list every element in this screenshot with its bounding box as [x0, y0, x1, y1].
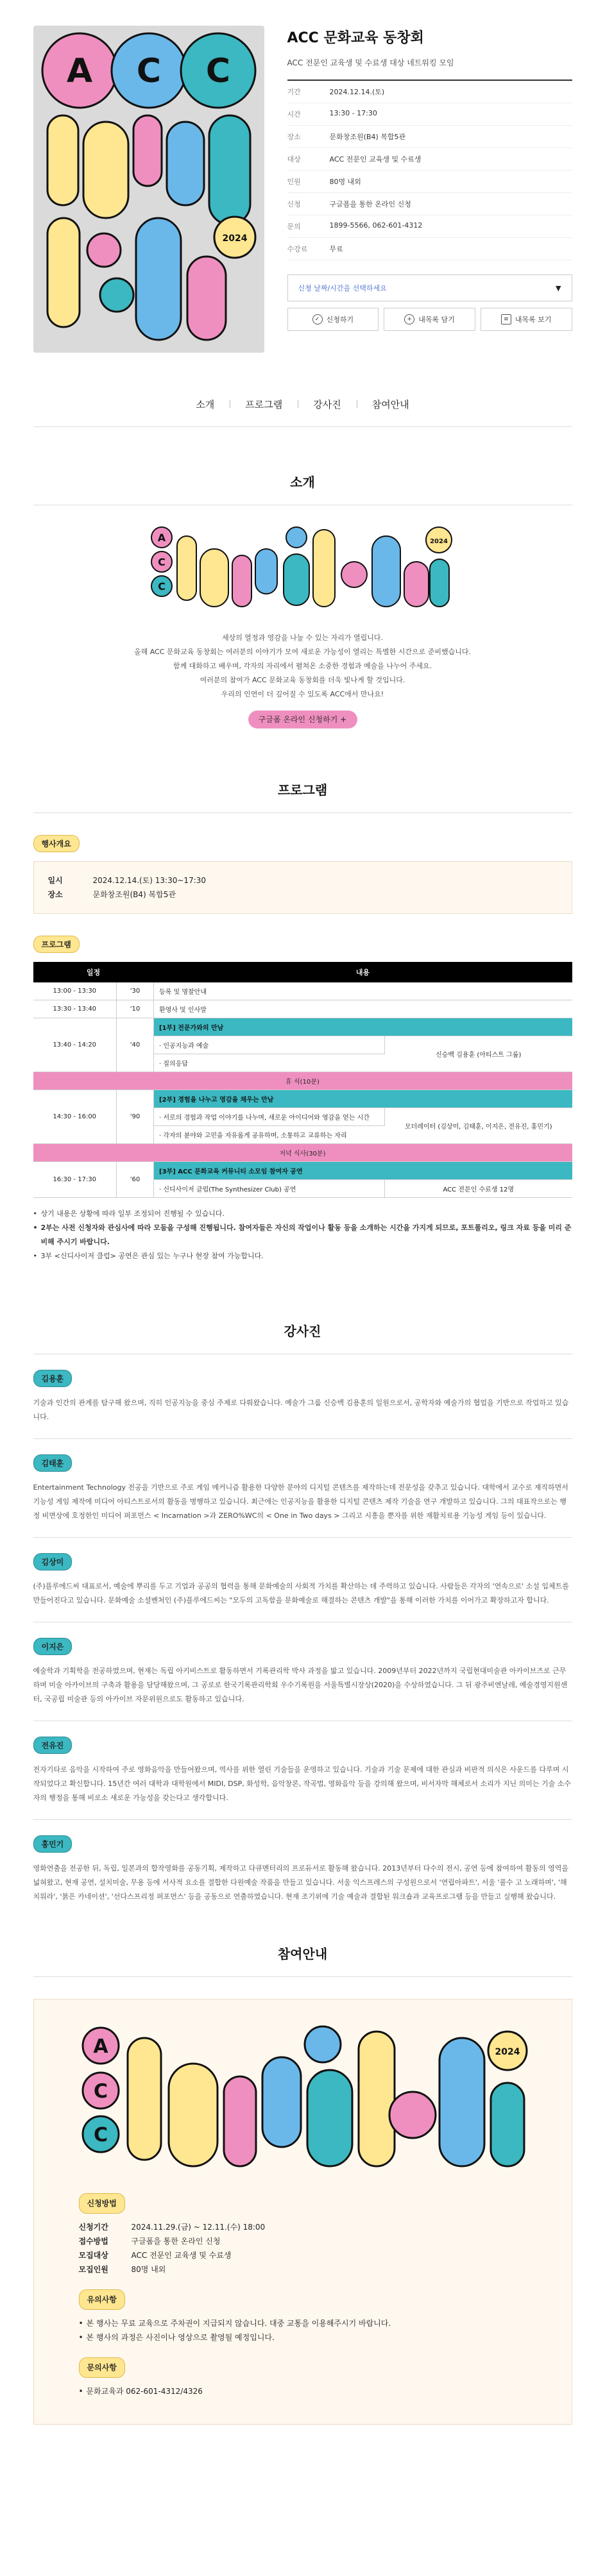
overview-label: 행사개요: [33, 835, 80, 852]
speaker-card: 홍민기 영화연출을 전공한 뒤, 독립, 일본과의 합작영화를 공동기획, 제작하고 다큐멘터리의 프로듀서로 활동해 왔습니다. 2013년부터 다수의 전시, 공연 등에 참여하여 활동의 영역을 넓혀왔고, 현재 공연, 설치미술, 무용 등에 서사적 요소를 결합한 다원예술 작품을 만들고 있습니다. 서울 익스프레스의 구성원으로서 '연립아파트', 서울 '풀수 고 노래하며', '해치워라', '붉은 카네이션', '선다스프리정 퍼포먼스' 등을 공동으로 연출하였습니다. 현재 조기위에 기술 예술과 결합된 워크숍과 교육프로그램 등을 만들고 실행해 왔습니다.: [33, 1820, 572, 1918]
participation-letter-a: A: [92, 2035, 108, 2058]
tab-participation[interactable]: 참여안내: [357, 398, 425, 411]
event-header: [33, 0, 572, 353]
apply-button[interactable]: ✓ 신청하기: [287, 308, 379, 331]
poster-letter-a: A: [66, 52, 92, 90]
event-subtitle: ACC 전문인 교육생 및 수료생 대상 네트워킹 모임: [287, 58, 454, 67]
meta-apply: 신청 구글폼을 통한 온라인 신청: [287, 193, 572, 215]
meta-contact: 문의 1899-5566, 062-601-4312: [287, 215, 572, 238]
poster-year: 2024: [222, 233, 247, 244]
participation-box: [33, 1999, 572, 2425]
tab-intro[interactable]: 소개: [196, 399, 215, 410]
schedule-table: 일정 내용 13:00 - 13:30 '30 등록 및 명찰안내 13:30 - 13:40 '10 환영사 및 인사말 13:40 - 14:20 '40 [1부] 전문가와의 만남 · 인공지능과 예술 신승백 김용훈 (아티스트 그룹) · 질의응답 휴 식(10분) 14:30 - 16:00 '90 [2부] 경험을 나누고 영감을 채우는 만남 · 서로의 경험과 작업 이야기를 나누며, 새로운 아이디어와 영감을 얻는 시간 모더레이터 (김상미, 김태훈, 이지은, 전유진, 홍민기) · 각자의 분야와 고민을 자유롭게 공유하며, 소통하고 교류하는 자리 저녁 식사(30분) 16:30 - 17:30 '60 [3부] ACC 문화교육 커뮤니티 소모임 참여자 공연 · 신디사이저 클럽(The Synthesizer Club) 공연 ACC 전문인 수료생 12명: [33, 962, 572, 1198]
table-row: 13:40 - 14:20 '40 [1부] 전문가와의 만남: [33, 1018, 572, 1036]
poster-letter-c1: C: [136, 52, 161, 90]
plus-icon: +: [404, 314, 414, 324]
participation-section: [33, 1944, 572, 2425]
break-row: 휴 식(10분): [33, 1072, 572, 1090]
poster-letter-c2: C: [205, 52, 230, 90]
schedule-header-content: 내용: [154, 962, 572, 982]
select-placeholder: 신청 날짜/시간을 선택하세요: [298, 284, 387, 292]
mylist-button[interactable]: ≡ 내목록 보기: [481, 308, 572, 331]
table-row: 13:00 - 13:30 '30 등록 및 명찰안내: [33, 982, 572, 1000]
schedule-header-time: 일정: [33, 962, 154, 982]
wishlist-button[interactable]: + 내목록 담기: [384, 308, 475, 331]
speaker-card: 김태훈 Entertainment Technology 전공을 기반으로 주로 게임 메커니즘 활용한 다양한 분야의 디지털 콘텐츠를 제작하는데 전문성을 갖추고 있습니다. 대학에서 교수로 재직하면서 기능성 게임 제작에 미디어 아티스트로서의 활동을 병행하고 있습니다. 최근에는 인공지능을 활용한 디지털 콘텐츠 제작 기술을 연구 개발하고 있습니다. 그의 대표작으로는 행정 비면상에 호정한인 미디어 퍼포먼스 < Incarnation >과 ZERO%WC의 < One in Two days > 그리고 시흥을 뿐자를 위한 재활치료용 기능성 게임 등이 있습니다.: [33, 1439, 572, 1538]
intro-art: [149, 523, 457, 613]
event-poster: [33, 26, 264, 353]
intro-letter-a: A: [157, 532, 166, 544]
schedule-label: 프로그램: [33, 936, 80, 953]
event-title: ACC 문화교육 동창회: [287, 30, 424, 46]
intro-title: 소개: [290, 475, 315, 490]
check-icon: ✓: [312, 314, 323, 324]
speakers-section: [33, 1321, 572, 1918]
program-title: 프로그램: [277, 782, 328, 798]
event-info: [287, 26, 572, 353]
meta-time: 시간 13:30 - 17:30: [287, 103, 572, 126]
participation-letter-c2: C: [93, 2124, 108, 2146]
program-notes: • 상기 내용은 상황에 따라 일부 조정되어 진행될 수 있습니다. • 2부는 사전 신청자와 관심사에 따라 모둠을 구성해 진행됩니다. 참여자들은 자신의 작업이나 활동 등을 소개하는 시간을 가지게 되므로, 포트폴리오, 링크 자료 등을 미리 준비해 주시기 바랍니다. • 3부 <신디사이저 클럽> 공연은 관심 있는 누구나 현장 참여 가능합니다.: [33, 1207, 572, 1263]
intro-year: 2024: [429, 538, 448, 545]
caret-down-icon: ▼: [556, 283, 561, 292]
meta-fee: 수강료 무료: [287, 238, 572, 260]
program-section: [33, 780, 572, 1263]
speaker-card: 이지은 예술학과 기획학을 전공하였으며, 현재는 독립 아키비스트로 활동하면서 기록관리학 박사 과정을 밟고 있습니다. 2009년부터 2022년까지 국립현대미술관 아카이브즈로 근무하며 미술 아카이브의 구축과 활용을 담당해왔으며, 그 공로로 한국기록관리학회 우수기록원을 서울특별시장상(2020)을 수상하였습니다. 그 뒤 광주비엔날레, 예술경영지원센터, 국공립 미술관 등의 아카이브 자문위원으로도 활동하고 있습니다.: [33, 1622, 572, 1721]
notices: 유의사항 • 본 행사는 무료 교육으로 주차권이 지급되지 않습니다. 대중 교통을 이용해주시기 바랍니다. • 본 행사의 과정은 사진이나 영상으로 촬영될 예정입니다.: [79, 2289, 527, 2344]
intro-letter-c2: C: [157, 580, 166, 593]
table-row: 16:30 - 17:30 '60 [3부] ACC 문화교육 커뮤니티 소모임 참여자 공연: [33, 1162, 572, 1180]
intro-letter-c1: C: [157, 556, 166, 568]
meta-target: 대상 ACC 전문인 교육생 및 수료생: [287, 148, 572, 171]
date-time-select[interactable]: [287, 274, 572, 301]
speaker-card: 김용훈 기술과 인간의 관계를 탐구해 왔으며, 직히 인공지능을 중심 주제로 다뤄왔습니다. 예술가 그룹 신승백 김용훈의 일원으로서, 공학자와 예술가의 협업을 기반으로 작업하고 있습니다.: [33, 1354, 572, 1439]
apply-method: 신청방법 신청기간 2024.11.29.(금) ~ 12.11.(수) 18:00 접수방법 구글폼을 통한 온라인 신청 모집대상 ACC 전문인 교육생 및 수료생 모집인원 80명 내외: [79, 2193, 527, 2277]
event-meta-list: [287, 81, 572, 260]
participation-art: [79, 2019, 528, 2179]
meta-period: 기간 2024.12.14.(토): [287, 81, 572, 103]
speaker-card: 전유진 전자기타로 음악을 시작하여 주로 영화음악을 만들어왔으며, 역사를 위한 열린 기술들을 운영하고 있습니다. 기술과 기술 문제에 대한 관심과 비판적 의식은 사운드를 다루며 시작되었다고 확신합니다. 15년간 여러 대학과 대학원에서 MIDI, DSP, 화성학, 음악창론, 작곡법, 영화음악 등을 강의해 왔으며, 비서자막 해체로서 소리가 지닌 의미는 기술 소수자의 행정을 통해 비로소 새로운 가능성을 갖는다고 생각합니다.: [33, 1721, 572, 1820]
intro-description: 세상의 열정과 영감을 나눌 수 있는 자리가 열립니다. 올해 ACC 문화교육 동창회는 여러분의 이야기가 모여 새로운 가능성이 열리는 특별한 시간으로 준비했습니다. 함께 대화하고 배우며, 각자의 자리에서 펼쳐온 소중한 경험과 예술을 나누어 주세요. 여러분의 참여가 ACC 문화교육 동창회를 더욱 빛나게 할 것입니다. 우리의 인연이 더 깊어질 수 있도록 ACC에서 만나요!: [133, 634, 472, 698]
contact: 문의사항 • 문화교육과 062-601-4312/4326: [79, 2357, 527, 2398]
tab-speakers[interactable]: 강사진: [298, 398, 356, 411]
speakers-title: 강사진: [284, 1324, 321, 1339]
overview-box: 일시 2024.12.14.(토) 13:30~17:30 장소 문화창조원(B4) 복합5관: [33, 861, 572, 914]
list-icon: ≡: [501, 314, 511, 324]
participation-title: 참여안내: [277, 1946, 328, 1962]
dinner-row: 저녁 식사(30분): [33, 1144, 572, 1162]
participation-year: 2024: [495, 2047, 520, 2057]
speaker-card: 김상미 (주)플루에드씨 대표로서, 예술에 뿌리를 두고 기업과 공공의 협력을 통해 문화예술의 사회적 가치를 확산하는 데 주력하고 있습니다. 사람들은 각자의 '연속으로' 소설 입체트를 만들어진다고 있습니다. 문화예술 소셜벤처인 (주)플루에드씨는 "모두의 고독함을 문화예술로 해결하는 콘텐츠 개발"을 통해 이러한 가치를 이어가고 확장하고자 합니다.: [33, 1538, 572, 1622]
meta-place: 장소 문화창조원(B4) 복합5관: [287, 126, 572, 148]
poster-art: [33, 26, 264, 353]
google-form-apply-button[interactable]: 구글폼 온라인 신청하기 +: [248, 711, 357, 728]
intro-section: [33, 472, 572, 728]
table-row: 13:30 - 13:40 '10 환영사 및 인사말: [33, 1000, 572, 1018]
participation-letter-c1: C: [93, 2080, 108, 2103]
tab-program[interactable]: 프로그램: [230, 398, 298, 411]
table-row: 14:30 - 16:00 '90 [2부] 경험을 나누고 영감을 채우는 만남: [33, 1090, 572, 1108]
section-tabs: [33, 398, 572, 427]
meta-capacity: 인원 80명 내외: [287, 171, 572, 193]
